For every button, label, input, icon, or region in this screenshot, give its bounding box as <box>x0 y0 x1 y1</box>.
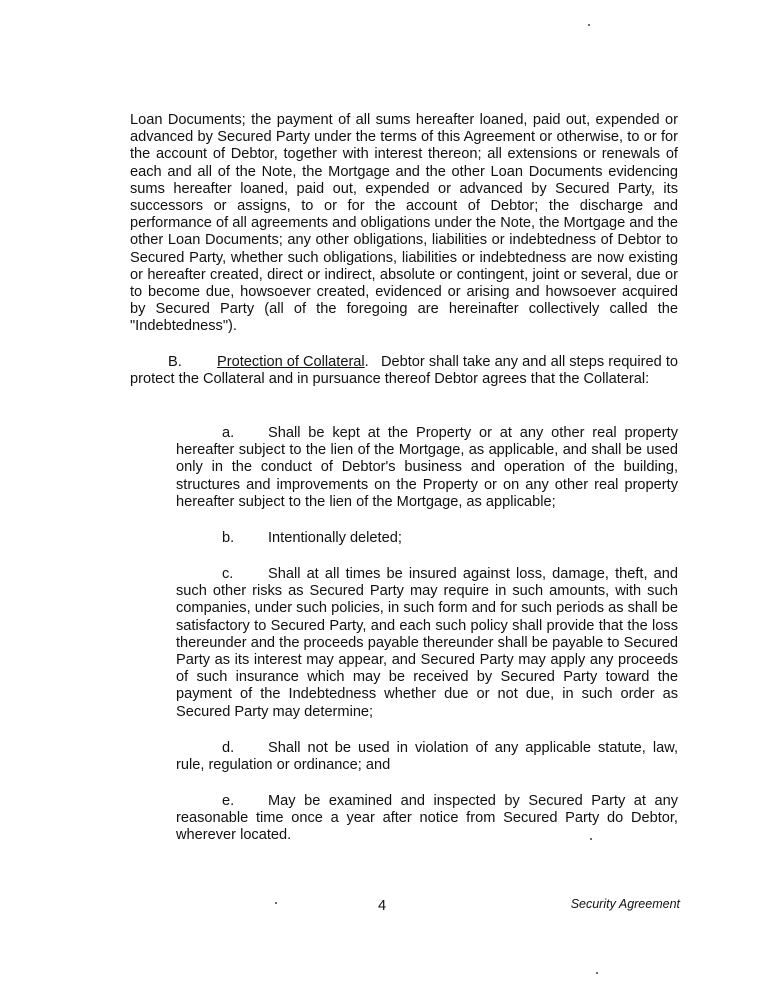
section-b-text: Debtor shall take any and all steps required to protect the Collateral and in pursuance thereof Debtor agrees that the Collateral: <box>130 354 679 388</box>
scan-speck <box>275 902 277 904</box>
subsection-c <box>176 566 678 721</box>
subsection-b-label: b. <box>222 530 235 546</box>
subsection-d <box>176 740 678 774</box>
subsection-c-text: Shall at all times be insured against loss, damage, theft, and such other risks as Secured Party may require in such amounts, with such companies, under such policies, in such form and for such periods as shall be satisfactory to Secured Party, and each such policy shall provide that the loss thereunder and the proceeds payable thereunder shall be payable to Secured Party as its interest may appear, and Secured Party may apply any proceeds of such insurance which may be received by Secured Party toward the payment of the Indebtedness whether due or not due, in such order as Secured Party may determine; <box>176 566 678 720</box>
footer-document-title: Security Agreement <box>570 897 680 911</box>
page-number: 4 <box>378 898 387 914</box>
subsection-e-label: e. <box>222 793 235 809</box>
section-b-heading: Protection of Collateral <box>217 354 365 370</box>
subsection-a <box>176 425 678 511</box>
subsection-a-label: a. <box>222 425 235 441</box>
subsection-e <box>176 793 678 845</box>
subsection-c-label: c. <box>222 566 234 582</box>
intro-paragraph: Loan Documents; the payment of all sums hereafter loaned, paid out, expended or advanced by Secured Party under the terms of this Agreement or otherwise, to or for the account of Debtor, together with interest thereon; all extensions or renewals of each and all of the Note, the Mortgage and the other Loan Documents evidencing sums hereafter loaned, paid out, expended or advanced by Secured Party, its successors or assigns, to or for the account of Debtor; the discharge and performance of all agreements and obligations under the Note, the Mortgage and the other Loan Documents; any other obligations, liabilities or indebtedness of Debtor to Secured Party, whether such obligations, liabilities or indebtedness are now existing or hereafter created, direct or indirect, absolute or contingent, joint or several, due or to become due, howsoever created, evidenced or arising and howsoever acquired by Secured Party (all of the foregoing are hereinafter collectively called the "Indebtedness"). <box>130 112 678 335</box>
subsection-a-text: Shall be kept at the Property or at any other real property hereafter subject to the lien of the Mortgage, as applicable, and shall be used only in the conduct of Debtor's business and operation of the building, structures and improvements on the Property or on any other real property hereafter subject to the lien of the Mortgage, as applicable; <box>176 425 678 510</box>
scan-speck <box>596 972 598 974</box>
scan-speck <box>588 24 590 26</box>
subsection-b-text: Intentionally deleted; <box>268 530 402 546</box>
scan-speck <box>590 838 592 840</box>
subsection-d-label: d. <box>222 740 235 756</box>
subsection-d-text: Shall not be used in violation of any applicable statute, law, rule, regulation or ordinance; and <box>176 740 678 774</box>
section-b-paragraph: B. Protection of Collateral. Debtor shall take any and all steps required to protect the Collateral and in pursuance thereof Debtor agrees that the Collateral: <box>130 354 679 388</box>
section-b-label: B. <box>168 354 182 370</box>
subsection-e-text: May be examined and inspected by Secured Party at any reasonable time once a year after notice from Secured Party do Debtor, wherever located. <box>176 793 678 844</box>
subsection-b <box>176 530 678 547</box>
